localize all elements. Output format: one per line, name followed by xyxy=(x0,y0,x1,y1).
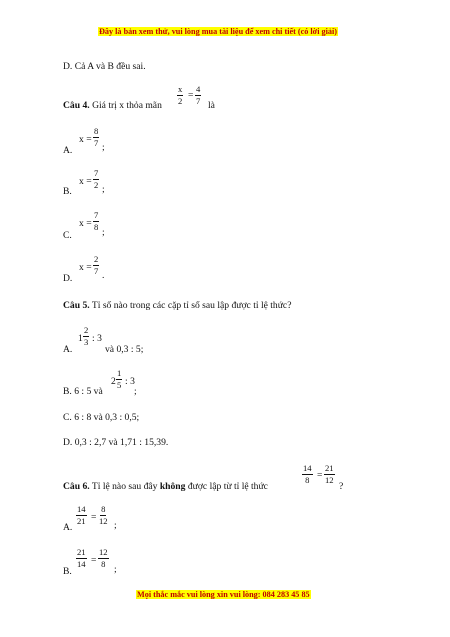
q4-option-d-var: x = xyxy=(79,262,92,273)
q4-eq-sign: = xyxy=(188,90,194,101)
q6-option-a-letter: A. xyxy=(63,522,73,533)
q5-option-b-fraction: $\frac{1}{5}$ xyxy=(117,368,122,390)
q4-option-d-letter: D. xyxy=(63,273,73,284)
q6-text-before: Tỉ lệ nào sau đây xyxy=(91,481,158,492)
q4-option-a-end: ; xyxy=(102,142,105,153)
q4-label: Câu 4. xyxy=(63,100,90,111)
q5-option-c: C. 6 : 8 và 0,3 : 0,5; xyxy=(63,412,140,423)
q5-option-a-whole: 1 xyxy=(78,333,83,344)
q6-option-a-end: ; xyxy=(114,520,117,531)
q4-option-a-letter: A. xyxy=(63,145,73,156)
q5-option-a-letter: A. xyxy=(63,344,73,355)
q4-option-c-end: ; xyxy=(102,227,105,238)
q4-suffix: là xyxy=(208,100,215,111)
q6-option-a-eq: = xyxy=(91,512,97,523)
q6-option-b-end: ; xyxy=(114,564,117,575)
q6-eq-sign: = xyxy=(317,470,323,481)
q4-eq-right-fraction: $\frac{4}{7}$ xyxy=(196,84,201,106)
q6-eq-right-fraction: $\frac{21}{12}$ xyxy=(325,463,334,485)
q6-end: ? xyxy=(339,481,344,492)
q5-option-d: D. 0,3 : 2,7 và 1,71 : 15,39. xyxy=(63,437,169,448)
header-banner: Đây là bản xem thử, vui lòng mua tài liệu để xem chi tiết (có lời giải) xyxy=(99,27,338,36)
q6-option-a-left-fraction: $\frac{14}{21}$ xyxy=(77,504,86,526)
q4-option-b-letter: B. xyxy=(63,186,72,197)
q6-label: Câu 6. xyxy=(63,481,90,492)
q6-bold-word: không xyxy=(159,481,186,492)
q4-option-c-letter: C. xyxy=(63,230,72,241)
q4-text: Giá trị x thỏa mãn xyxy=(92,100,162,111)
q5-option-b-tail: ; xyxy=(134,386,137,397)
q5-option-a-rest: : 3 xyxy=(92,333,102,344)
q4-option-b-end: ; xyxy=(102,184,105,195)
q5-option-b-rest: : 3 xyxy=(125,376,135,387)
q4-option-a-fraction: $\frac{8}{7}$ xyxy=(94,126,99,148)
q6-option-b-eq: = xyxy=(91,555,97,566)
q4-option-c-fraction: $\frac{7}{8}$ xyxy=(94,210,99,232)
q5-option-a-tail: và 0,3 : 5; xyxy=(105,344,144,355)
q6-option-b-letter: B. xyxy=(63,566,72,577)
q5-option-b-whole: 2 xyxy=(111,376,116,387)
q5-option-a-fraction: $\frac{2}{3}$ xyxy=(84,325,89,347)
q6-option-a-right-fraction: $\frac{8}{12}$ xyxy=(99,504,108,526)
q4-eq-left-fraction: $\frac{x}{2}$ xyxy=(178,84,183,106)
q4-option-b-fraction: $\frac{7}{2}$ xyxy=(94,168,99,190)
q5-text: Tỉ số nào trong các cặp tỉ số sau lập được tỉ lệ thức? xyxy=(91,300,292,311)
q3-option-d: D. Cả A và B đều sai. xyxy=(63,61,146,72)
q4-option-d-end: . xyxy=(102,270,105,281)
q5-label: Câu 5. xyxy=(63,300,90,311)
q5-option-b-prefix: B. 6 : 5 và xyxy=(63,386,103,397)
q4-option-b-var: x = xyxy=(79,176,92,187)
q4-option-c-var: x = xyxy=(79,218,92,229)
q6-option-b-left-fraction: $\frac{21}{14}$ xyxy=(77,547,86,569)
q4-option-a-var: x = xyxy=(79,134,92,145)
q6-eq-left-fraction: $\frac{14}{8}$ xyxy=(303,463,312,485)
q6-option-b-right-fraction: $\frac{12}{8}$ xyxy=(99,547,108,569)
footer-banner: Mọi thắc mắc vui lòng xin vui lòng: 084 283 45 85 xyxy=(137,590,310,599)
q4-option-d-fraction: $\frac{2}{7}$ xyxy=(94,254,99,276)
q6-text-after: được lập từ tỉ lệ thức xyxy=(187,481,268,492)
